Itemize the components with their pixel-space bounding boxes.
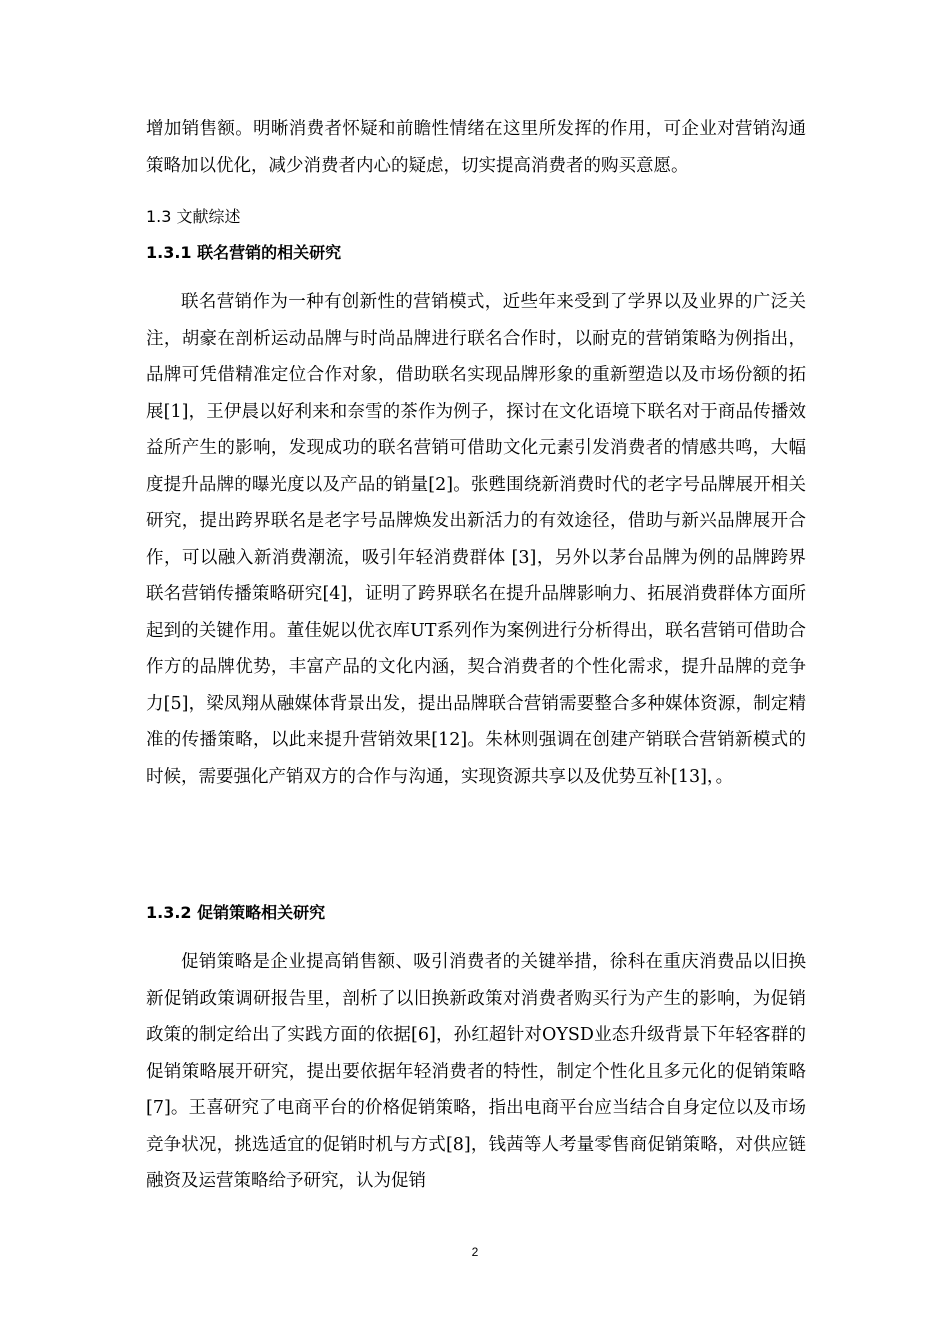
subsection-1-paragraph: 联名营销作为一种有创新性的营销模式，近些年来受到了学界以及业界的广泛关注，胡豪在剖析运动品牌与时尚品牌进行联名合作时，以耐克的营销策略为例指出，品牌可凭借精准定位合作对象，借助联名实现品牌形象的重新塑造以及市场份额的拓展[1]，王伊晨以好利来和奈雪的茶作为例子，探讨在文化语境下联名对于商品传播效益所产生的影响，发现成功的联名营销可借助文化元素引发消费者的情感共鸣，大幅度提升品牌的曝光度以及产品的销量[2]。张甦围绕新消费时代的老字号品牌展开相关研究，提出跨界联名是老字号品牌焕发出新活力的有效途径，借助与新兴品牌展开合作，可以融入新消费潮流，吸引年轻消费群体 [3]，另外以茅台品牌为例的品牌跨界联名营销传播策略研究[4]，证明了跨界联名在提升品牌影响力、拓展消费群体方面所起到的关键作用。董佳妮以优衣库UT系列作为案例进行分析得出，联名营销可借助合作方的品牌优势，丰富产品的文化内涵，契合消费者的个性化需求，提升品牌的竞争力[5]，梁凤翔从融媒体背景出发，提出品牌联合营销需要整合多种媒体资源，制定精准的传播策略，以此来提升营销效果[12]。朱林则强调在创建产销联合营销新模式的时候，需要强化产销双方的合作与沟通，实现资源共享以及优势互补[13]，。	[146, 292, 806, 787]
subsection-heading-2: 1.3.2 促销策略相关研究	[146, 903, 326, 922]
subsection-heading-1: 1.3.1 联名营销的相关研究	[146, 243, 342, 262]
continuation-paragraph: 增加销售额。明晰消费者怀疑和前瞻性情绪在这里所发挥的作用，可企业对营销沟通策略加以优化，减少消费者内心的疑虑，切实提高消费者的购买意愿。	[146, 119, 806, 176]
subsection-2-paragraph: 促销策略是企业提高销售额、吸引消费者的关键举措，徐科在重庆消费品以旧换新促销政策调研报告里，剖析了以旧换新政策对消费者购买行为产生的影响，为促销政策的制定给出了实践方面的依据[6]，孙红超针对OYSD业态升级背景下年轻客群的促销策略展开研究，提出要依据年轻消费者的特性，制定个性化且多元化的促销策略[7]。王喜研究了电商平台的价格促销策略，指出电商平台应当结合自身定位以及市场竞争状况，挑选适宜的促销时机与方式[8]，钱茜等人考量零售商促销策略，对供应链融资及运营策略给予研究，认为促销	[146, 952, 806, 1191]
section-heading: 1.3 文献综述	[146, 207, 241, 226]
page-number: 2	[471, 1245, 479, 1259]
